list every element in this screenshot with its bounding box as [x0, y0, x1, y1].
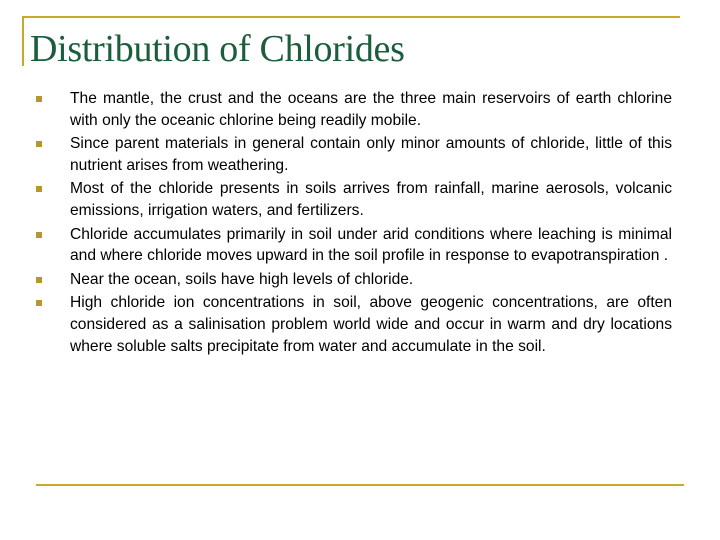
bullet-text: High chloride ion concentrations in soil, above geogenic concentrations, are often considered as a salinisation problem world wide and occur in warm and dry locations where soluble salts precipitate from water and accumulate in the soil. — [70, 294, 672, 355]
bullet-text: Since parent materials in general contain only minor amounts of chloride, little of this nutrient arises from weathering. — [70, 135, 672, 174]
bullet-list — [36, 88, 672, 359]
top-divider — [22, 16, 680, 18]
left-divider — [22, 16, 24, 66]
bottom-divider — [36, 484, 684, 486]
list-item — [36, 133, 672, 176]
square-bullet-icon — [36, 186, 42, 192]
list-item — [36, 178, 672, 221]
list-item — [36, 269, 672, 291]
bullet-text: Most of the chloride presents in soils arrives from rainfall, marine aerosols, volcanic emissions, irrigation waters, and fertilizers. — [70, 180, 672, 219]
bullet-text: Near the ocean, soils have high levels of chloride. — [70, 270, 414, 288]
square-bullet-icon — [36, 232, 42, 238]
square-bullet-icon — [36, 96, 42, 102]
square-bullet-icon — [36, 141, 42, 147]
list-item — [36, 88, 672, 131]
square-bullet-icon — [36, 300, 42, 306]
square-bullet-icon — [36, 277, 42, 283]
list-item — [36, 292, 672, 357]
slide-title: Distribution of Chlorides — [30, 28, 405, 70]
list-item — [36, 224, 672, 267]
bullet-text: Chloride accumulates primarily in soil under arid conditions where leaching is minimal and where chloride moves upward in the soil profile in response to evapotranspiration . — [70, 225, 672, 265]
bullet-text: The mantle, the crust and the oceans are the three main reservoirs of earth chlorine with only the oceanic chlorine being readily mobile. — [70, 90, 672, 129]
